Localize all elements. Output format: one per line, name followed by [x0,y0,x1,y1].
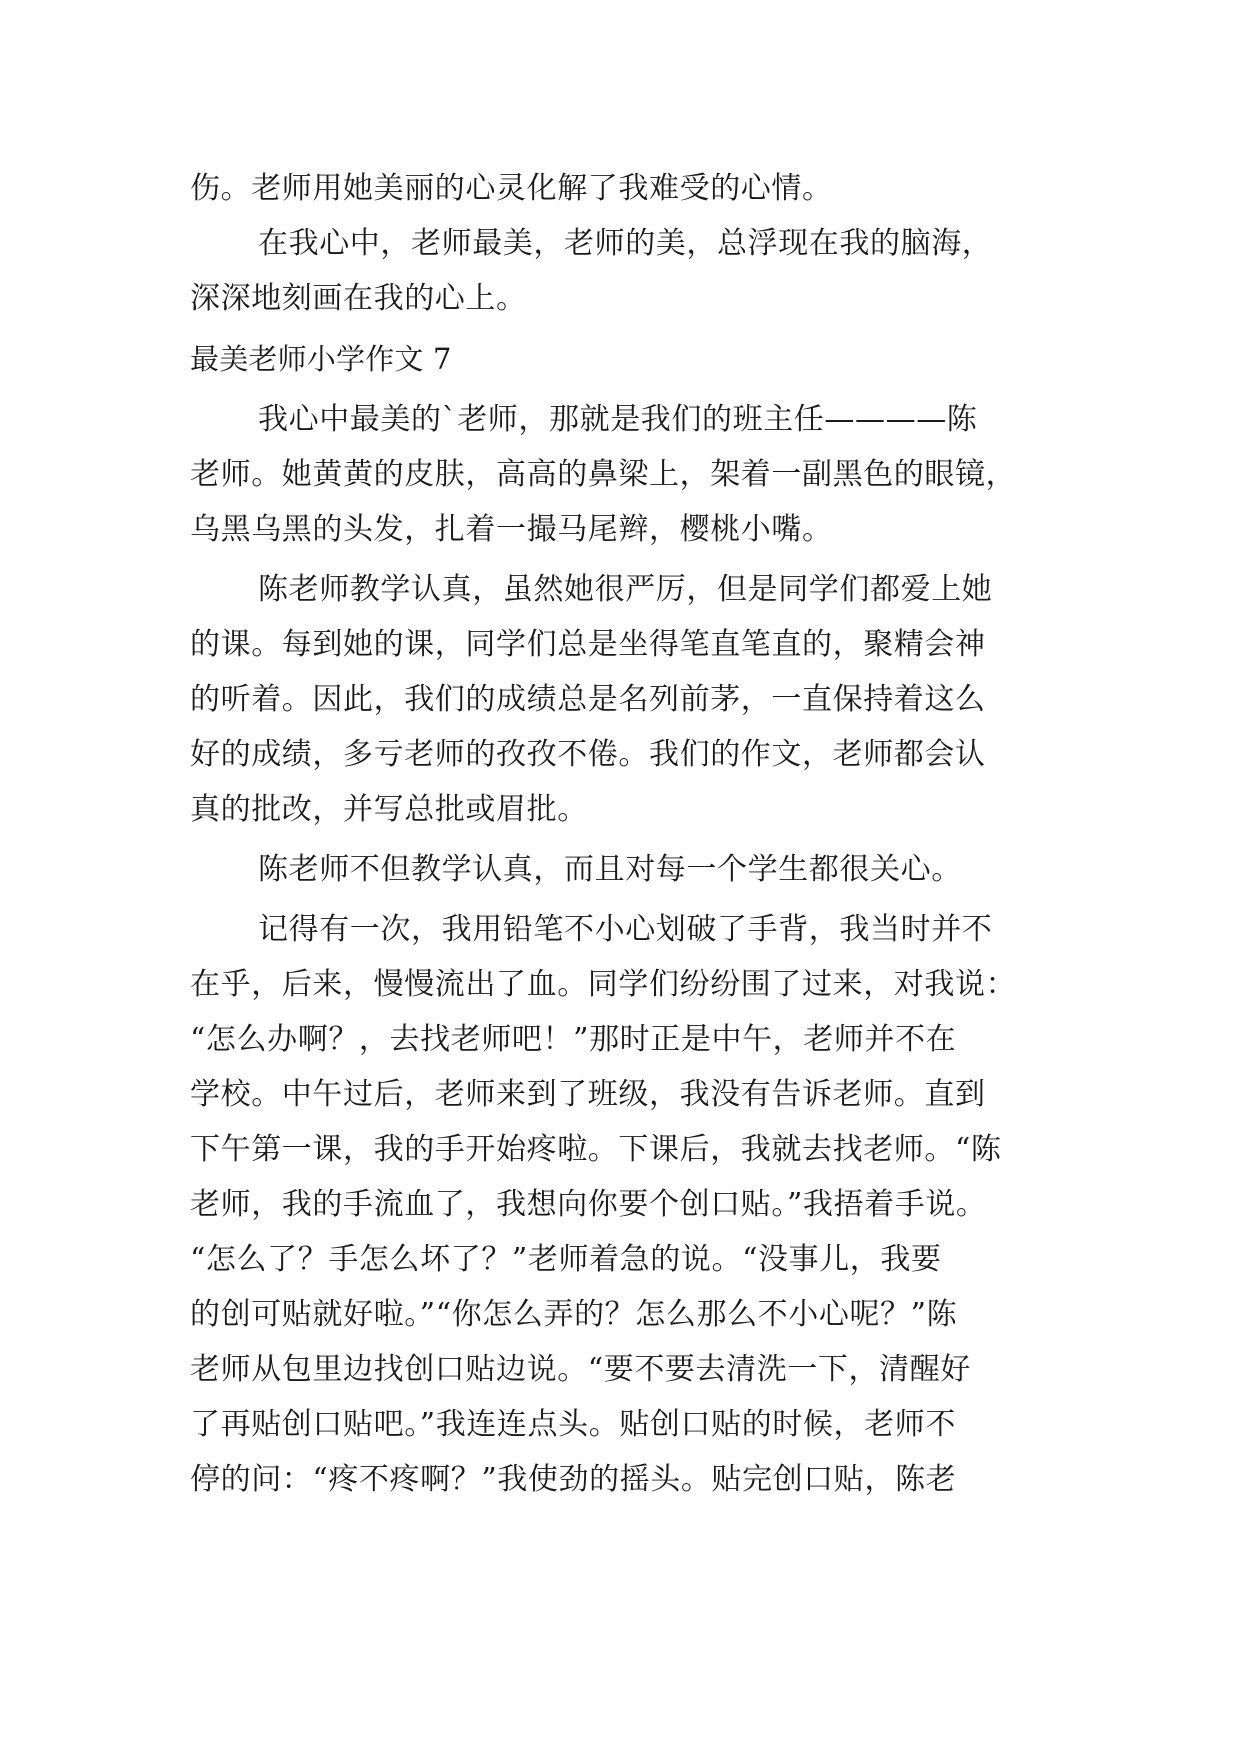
text-line-12: 真的批改，并写总批或眉批。 [190,792,588,827]
text-line-8: 陈老师教学认真，虽然她很严厉，但是同学们都爱上她 [258,572,993,607]
text-line-9: 的课。每到她的课，同学们总是坐得笔直笔直的，聚精会神 [190,627,986,662]
text-line-5: 我心中最美的`老师，那就是我们的班主任————陈 [258,402,978,437]
text-line-10: 的听着。因此，我们的成绩总是名列前茅，一直保持着这么 [190,682,986,717]
text-line-18: 下午第一课，我的手开始疼啦。下课后，我就去找老师。“陈 [190,1132,1002,1167]
text-line-15: 在乎，后来，慢慢流出了血。同学们纷纷围了过来，对我说： [190,967,1017,1002]
text-line-14: 记得有一次，我用铅笔不小心划破了手背，我当时并不 [258,912,993,947]
text-line-19: 老师，我的手流血了，我想向你要个创口贴。”我捂着手说。 [190,1187,987,1222]
text-line-1: 伤。老师用她美丽的心灵化解了我难受的心情。 [190,171,833,206]
text-line-16: “怎么办啊？，去找老师吧！”那时正是中午，老师并不在 [190,1022,957,1057]
text-line-3: 深深地刻画在我的心上。 [190,281,527,316]
text-line-24: 停的问：“疼不疼啊？”我使劲的摇头。贴完创口贴，陈老 [190,1462,957,1497]
text-line-7: 乌黑乌黑的头发，扎着一撮马尾辫，樱桃小嘴。 [190,512,833,547]
text-line-20: “怎么了？手怎么坏了？”老师着急的说。“没事儿，我要 [190,1242,942,1277]
text-line-6: 老师。她黄黄的皮肤，高高的鼻梁上，架着一副黑色的眼镜， [190,457,1017,492]
section-heading: 最美老师小学作文 7 [190,342,452,376]
text-line-23: 了再贴创口贴吧。”我连连点头。贴创口贴的时候，老师不 [190,1407,956,1442]
text-line-2: 在我心中，老师最美，老师的美，总浮现在我的脑海， [258,226,993,261]
text-line-11: 好的成绩，多亏老师的孜孜不倦。我们的作文，老师都会认 [190,737,986,772]
text-line-17: 学校。中午过后，老师来到了班级，我没有告诉老师。直到 [190,1077,986,1112]
text-line-21: 的创可贴就好啦。”“你怎么弄的？怎么那么不小心呢？”陈 [190,1297,958,1332]
text-line-22: 老师从包里边找创口贴边说。“要不要去清洗一下，清醒好 [190,1352,971,1387]
text-line-13: 陈老师不但教学认真，而且对每一个学生都很关心。 [258,852,962,887]
